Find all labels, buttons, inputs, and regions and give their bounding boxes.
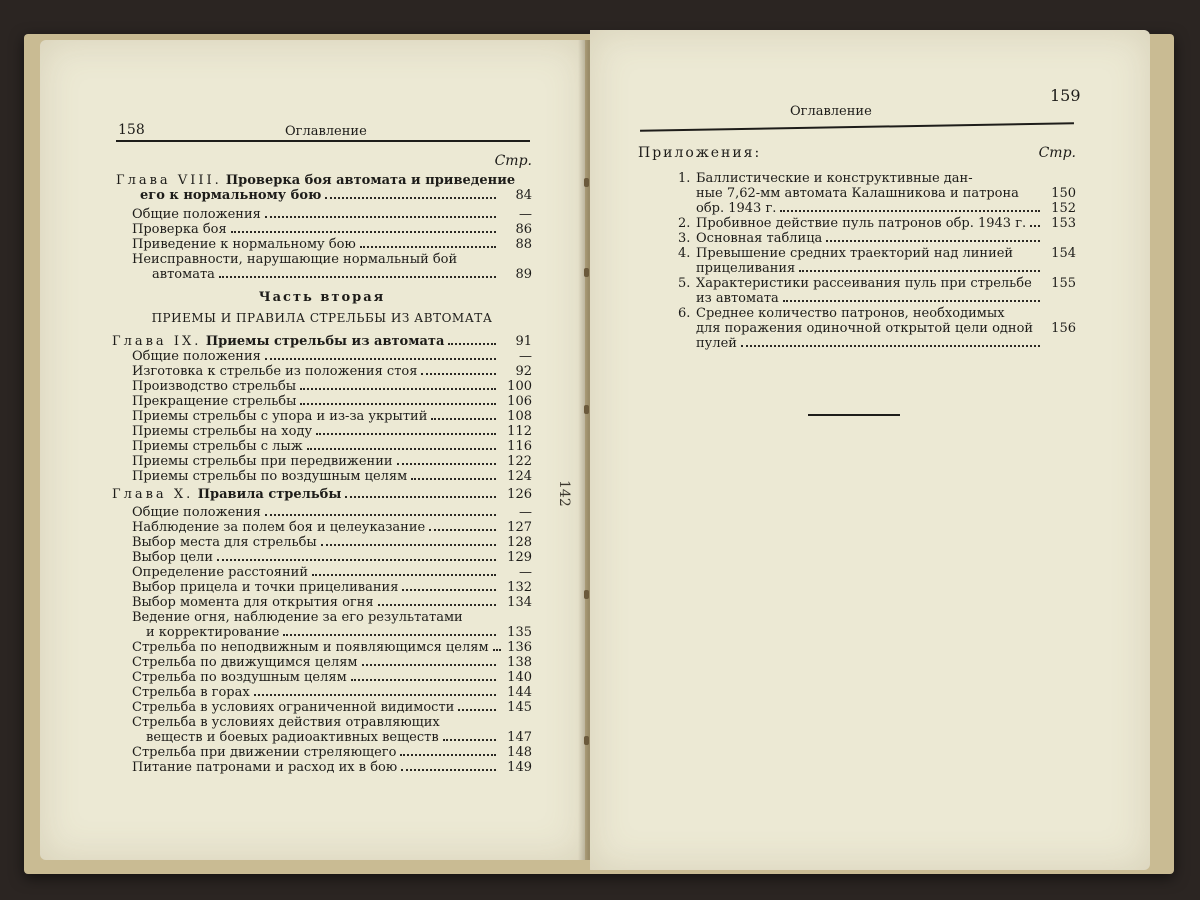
right-toc	[638, 146, 1076, 351]
appendix-line: Превышение средних траекторий над линией	[696, 246, 1014, 261]
ch10-multi1-page: 135	[507, 625, 532, 640]
ch10-multi1-line1: Ведение огня, наблюдение за его результатами	[132, 610, 463, 625]
toc-item	[132, 237, 532, 252]
appendix-page: 154	[1051, 246, 1076, 261]
toc-item-text: Стрельба при движении стреляющего	[132, 745, 397, 760]
appendix-number: 4.	[678, 246, 691, 261]
left-header-rule	[116, 140, 530, 142]
toc-item-page: 116	[507, 439, 532, 454]
right-page	[590, 30, 1150, 870]
binding-stitch	[584, 590, 589, 599]
toc-item	[132, 349, 532, 364]
appendix-item	[678, 246, 1076, 276]
chapter-10-title: Правила стрельбы	[197, 487, 342, 502]
toc-item-text: Изготовка к стрельбе из положения стоя	[132, 364, 418, 379]
right-page-number: 159	[1050, 86, 1081, 105]
toc-item-text: Стрельба по движущимся целям	[132, 655, 358, 670]
toc-item	[132, 409, 532, 424]
toc-item-text: Проверка боя	[132, 222, 227, 237]
toc-item-page: 134	[507, 595, 532, 610]
toc-item-text: Прекращение стрельбы	[132, 394, 297, 409]
appendix-line: ные 7,62-мм автомата Калашникова и патрона	[696, 186, 1019, 201]
toc-item-page: —	[519, 565, 532, 580]
toc-item	[132, 379, 532, 394]
appendix-number: 3.	[678, 231, 691, 246]
toc-item-page: 145	[507, 700, 532, 715]
appendix-page: 153	[1051, 216, 1076, 231]
toc-item-page: 144	[507, 685, 532, 700]
chapter-8-page: 84	[515, 188, 532, 203]
toc-item-page: 128	[507, 535, 532, 550]
toc-item	[132, 655, 532, 670]
toc-item-text: Производство стрельбы	[132, 379, 297, 394]
appendix-item	[678, 276, 1076, 306]
chapter-8-label: Глава VIII.	[116, 173, 222, 188]
part-title: Часть вторая	[258, 290, 386, 305]
toc-item	[132, 469, 532, 484]
toc-item-page: 136	[507, 640, 532, 655]
ch10-multi2-line1: Стрельба в условиях действия отравляющих	[132, 715, 440, 730]
toc-item	[132, 685, 532, 700]
toc-item	[132, 535, 532, 550]
appendix-item	[678, 171, 1076, 216]
binding-stitch	[584, 268, 589, 277]
end-rule	[808, 414, 900, 416]
toc-item-text: Общие положения	[132, 349, 261, 364]
left-page	[40, 40, 585, 860]
chapter-10-entry	[112, 487, 532, 502]
chapter-8-title-line1: Проверка боя автомата и приведение	[225, 173, 516, 188]
toc-item-text: Выбор момента для открытия огня	[132, 595, 374, 610]
binding-stitch	[584, 736, 589, 745]
right-running-header: Оглавление	[790, 104, 872, 119]
toc-item-page: 140	[507, 670, 532, 685]
appendix-line: из автомата	[696, 291, 779, 306]
appendix-number: 1.	[678, 171, 691, 186]
toc-item-multiline	[112, 610, 532, 640]
toc-item-page: —	[519, 349, 532, 364]
toc-item-text: Стрельба по воздушным целям	[132, 670, 347, 685]
appendix-line: прицеливания	[696, 261, 796, 276]
toc-item-page: 148	[507, 745, 532, 760]
chapter-9-entry	[112, 334, 532, 349]
toc-item-page: 100	[507, 379, 532, 394]
chapter-8-title-line2: его к нормальному бою	[140, 188, 322, 203]
chapter-9-label: Глава IX.	[112, 334, 202, 349]
toc-item	[132, 439, 532, 454]
appendix-page: 156	[1051, 321, 1076, 336]
appendix-number: 2.	[678, 216, 691, 231]
ch8-last-line2: автомата	[152, 267, 215, 282]
toc-item	[132, 454, 532, 469]
toc-item	[132, 394, 532, 409]
appendix-title: Приложения:	[638, 145, 762, 161]
toc-item	[132, 520, 532, 535]
right-header-rule	[640, 122, 1074, 132]
str-label: Стр.	[494, 153, 532, 169]
toc-item-text: Приемы стрельбы с лыж	[132, 439, 303, 454]
toc-item-text: Наблюдение за полем боя и целеуказание	[132, 520, 426, 535]
appendix-page: 152	[1051, 201, 1076, 216]
appendix-line: пулей	[696, 336, 737, 351]
chapter-8-entry	[112, 173, 532, 203]
toc-item-text: Стрельба в горах	[132, 685, 250, 700]
toc-item-page: 129	[507, 550, 532, 565]
appendix-line: Среднее количество патронов, необходимых	[696, 306, 1005, 321]
binding-stitch	[584, 178, 589, 187]
toc-item	[132, 595, 532, 610]
toc-item-text: Выбор цели	[132, 550, 213, 565]
toc-item	[132, 760, 532, 775]
toc-item-page: 149	[507, 760, 532, 775]
ch10-multi2-line2: веществ и боевых радиоактивных веществ	[146, 730, 439, 745]
toc-item-text: Приемы стрельбы по воздушным целям	[132, 469, 408, 484]
ch10-multi2-page: 147	[507, 730, 532, 745]
appendix-page: 155	[1051, 276, 1076, 291]
appendix-page: 150	[1051, 186, 1076, 201]
toc-item-text: Приведение к нормальному бою	[132, 237, 356, 252]
toc-item-multiline	[112, 252, 532, 282]
chapter-10-label: Глава X.	[112, 487, 194, 502]
toc-item-multiline	[112, 715, 532, 745]
toc-item	[132, 424, 532, 439]
toc-item-text: Общие положения	[132, 207, 261, 222]
left-running-header: Оглавление	[285, 124, 367, 139]
appendix-line: Характеристики рассеивания пуль при стрельбе	[696, 276, 1032, 291]
toc-item-page: 122	[507, 454, 532, 469]
toc-item	[132, 580, 532, 595]
appendix-line: обр. 1943 г.	[696, 201, 777, 216]
appendix-line: Пробивное действие пуль патронов обр. 1943 г.	[696, 216, 1027, 231]
appendix-line: для поражения одиночной открытой цели одной	[696, 321, 1034, 336]
toc-item-text: Стрельба в условиях ограниченной видимости	[132, 700, 455, 715]
toc-item	[132, 550, 532, 565]
chapter-9-page: 91	[515, 334, 532, 349]
appendix-number: 5.	[678, 276, 691, 291]
binding-stitch	[584, 405, 589, 414]
toc-item-page: 88	[515, 237, 532, 252]
gutter-signature-number: 142	[556, 480, 572, 507]
toc-item-text: Приемы стрельбы с упора и из-за укрытий	[132, 409, 428, 424]
toc-item-page: 112	[507, 424, 532, 439]
appendix-line: Основная таблица	[696, 231, 823, 246]
toc-item-page: 138	[507, 655, 532, 670]
toc-item-text: Стрельба по неподвижным и появляющимся целям	[132, 640, 489, 655]
appendix-item	[678, 306, 1076, 351]
appendix-number: 6.	[678, 306, 691, 321]
toc-item	[132, 505, 532, 520]
toc-item-page: 106	[507, 394, 532, 409]
ch10-multi1-line2: и корректирование	[146, 625, 280, 640]
toc-item-text: Приемы стрельбы при передвижении	[132, 454, 393, 469]
left-page-number: 158	[118, 122, 145, 138]
toc-item	[132, 222, 532, 237]
ch8-last-page: 89	[515, 267, 532, 282]
str-label-right: Стр.	[1038, 145, 1076, 161]
ch8-last-line1: Неисправности, нарушающие нормальный бой	[132, 252, 458, 267]
toc-item-page: 124	[507, 469, 532, 484]
toc-item-text: Приемы стрельбы на ходу	[132, 424, 313, 439]
toc-item	[132, 745, 532, 760]
toc-item-page: 86	[515, 222, 532, 237]
toc-item	[132, 640, 532, 655]
toc-item-text: Выбор места для стрельбы	[132, 535, 317, 550]
toc-item	[132, 670, 532, 685]
toc-item-page: 92	[515, 364, 532, 379]
left-toc	[112, 154, 532, 775]
toc-item	[132, 207, 532, 222]
toc-item-text: Питание патронами и расход их в бою	[132, 760, 398, 775]
chapter-9-title: Приемы стрельбы из автомата	[205, 334, 445, 349]
toc-item-page: 108	[507, 409, 532, 424]
toc-item	[132, 700, 532, 715]
toc-item	[132, 364, 532, 379]
appendix-item	[678, 231, 1076, 246]
appendix-item	[678, 216, 1076, 231]
appendix-line: Баллистические и конструктивные дан-	[696, 171, 973, 186]
toc-item-text: Общие положения	[132, 505, 261, 520]
toc-item-page: 132	[507, 580, 532, 595]
chapter-10-page: 126	[507, 487, 532, 502]
part-subtitle: ПРИЕМЫ И ПРАВИЛА СТРЕЛЬБЫ ИЗ АВТОМАТА	[151, 311, 493, 325]
toc-item-page: —	[519, 207, 532, 222]
toc-item-text: Выбор прицела и точки прицеливания	[132, 580, 399, 595]
toc-item-page: 127	[507, 520, 532, 535]
toc-item	[132, 565, 532, 580]
toc-item-text: Определение расстояний	[132, 565, 308, 580]
toc-item-page: —	[519, 505, 532, 520]
